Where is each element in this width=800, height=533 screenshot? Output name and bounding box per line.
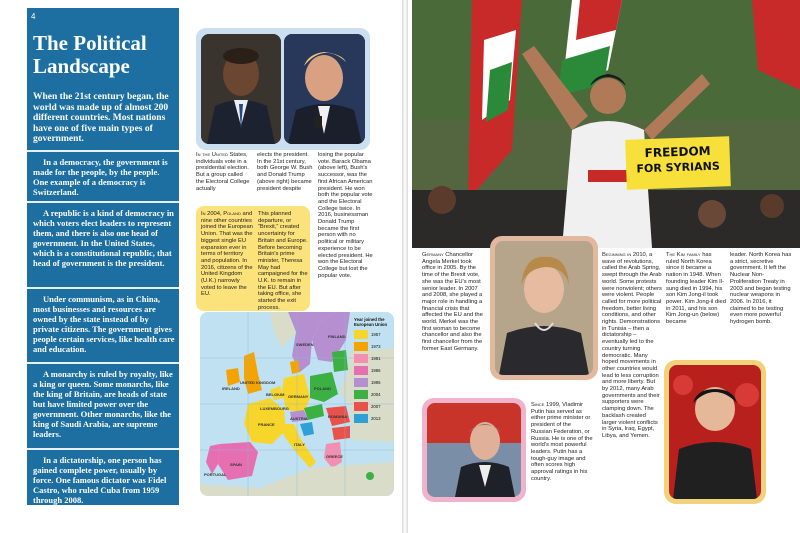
divider	[27, 362, 179, 364]
legend-item: 1995	[354, 378, 394, 387]
merkel-photo	[495, 241, 593, 375]
caption-korea-col1: The Kim family has ruled North Korea since it became a nation in 1948. When founding leader Kim Il-sung died in 1994, his son Kim Jong-il took power. Kim Jong-il died in 2011, and his son Kim Jong-un (below) became	[666, 252, 726, 326]
caption-arab-spring: Beginning in 2010, a wave of revolutions, called the Arab Spring, swept through the Arab world. Some protests were nonviolent; others were violent. People called for more political freedom, better living conditions, and other rights. Demonstrations in Tunisia – then a dictatorship – eventually led to the country turning democratic. Many hoped movements in other countries would lead to less corruption and more liberty. But by 2012, many Arab governments and their supporters were clamping down. The backlash created larger violent conflicts in Syria, Iraq, Egypt, Libya, and Yemen.	[602, 252, 662, 439]
caption-eu-col2: This planned departure, or “Brexit,” created uncertainty for Britain and Europe. Before becoming Britain's prime minister, Theresa May had campaigned for the U.K. to remain in the EU. But after taking office, she started the exit process.	[258, 211, 308, 311]
legend-item: 1973	[354, 342, 394, 351]
map-label-germany: GERMANY	[288, 394, 309, 399]
caption-russia: Since 1999, Vladimir Putin has served as either prime minister or president of the Russian Federation, or Russia. He is one of the world's most powerful leaders. Putin has a tough-guy image and often scores high approval ratings in his country.	[531, 402, 593, 482]
legend-item: 1957	[354, 330, 394, 339]
map-label-uk: UNITED KINGDOM	[240, 380, 276, 385]
map-label-italy: ITALY	[294, 442, 305, 447]
freedom-sign: FREEDOM FOR SYRIANS	[625, 136, 731, 190]
divider	[27, 448, 179, 450]
caption-us-col2: elects the president. In the 21st century, both George W. Bush and Donald Trump (above right) became president despite	[257, 152, 313, 192]
section-republic: A republic is a kind of democracy in which voters elect leaders to represent them, and there is also one head of government. In the United States, which is a constitutional republic, that head of government is the president.	[33, 208, 174, 268]
sidebar	[27, 8, 179, 505]
caption-us-col3: losing the popular vote. Barack Obama (above left), Bush's successor, was the first African American president. He won both the popular vote and the Electoral College twice. In 2016, businessman Donald Trump became the first person with no political or military experience to be elected president. He won the Electoral College but lost the popular vote.	[318, 152, 373, 279]
map-legend	[354, 317, 394, 423]
map-label-belgium: BELGIUM	[266, 392, 285, 397]
caption-germany: Germany Chancellor Angela Merkel took office in 2005. By the time of the Brexit vote, she was the EU's most senior leader. In 2007 and 2008, she played a major role in handling a financial crisis that affected the EU and the world. Merkel was the first woman to become chancellor and also the first chancellor from the former East Germany.	[422, 252, 483, 352]
obama-photo	[201, 34, 281, 144]
section-dictatorship: In a dictatorship, one person has gained complete power, usually by force. One famous dictator was Fidel Castro, who ruled Cuba from 1959 through 2008.	[33, 455, 167, 505]
kim-photo	[669, 365, 761, 499]
legend-item: 1981	[354, 354, 394, 363]
section-monarchy: A monarchy is ruled by royalty, like a king or queen. Some monarchs, like the king of Britain, are heads of state but have limited power over the government. Other monarchs, like the king of Saudi Arabia, are supreme leaders.	[33, 369, 173, 439]
map-label-sweden: SWEDEN	[296, 342, 314, 347]
divider	[27, 150, 179, 152]
presidents-photo-frame	[196, 28, 370, 150]
legend-item: 2004	[354, 390, 394, 399]
protest-photo	[412, 0, 800, 248]
putin-photo-frame	[422, 398, 526, 502]
intro-text: When the 21st century began, the world was made up of almost 200 different countries. Most nations have one of five main types of government.	[33, 92, 169, 144]
map-label-portugal: PORTUGAL	[204, 472, 227, 477]
legend-item: 2007	[354, 402, 394, 411]
map-label-poland: POLAND	[314, 386, 331, 391]
eu-map	[200, 312, 394, 496]
map-label-romania: ROMANIA	[328, 414, 348, 419]
map-label-france: FRANCE	[258, 422, 275, 427]
caption-us-col1: In the United States, individuals vote in a presidential election. But a group called the Electoral College actually	[196, 152, 250, 192]
trump-photo	[284, 34, 365, 144]
caption-eu-col1: In 2004, Poland and nine other countries joined the European Union. That was the biggest single EU expansion ever in terms of territory and population. In 2016, citizens of the United Kingdom (U.K.) narrowly voted to leave the EU.	[201, 211, 253, 298]
section-communism: Under communism, as in China, most businesses and resources are owned by the state instead of by private citizens. The government gives people certain services, like health care and education.	[33, 294, 175, 354]
page-number: 4	[31, 12, 36, 21]
merkel-photo-frame	[490, 236, 598, 380]
map-label-spain: SPAIN	[230, 462, 242, 467]
putin-photo	[427, 403, 521, 497]
legend-item: 2013	[354, 414, 394, 423]
map-label-luxembourg: LUXEMBOURG	[260, 406, 289, 411]
legend-title: Year joined the European Union	[354, 317, 388, 327]
section-democracy: In a democracy, the government is made for the people, by the people. One example of a democracy is Switzerland.	[33, 157, 168, 197]
page-spine	[402, 0, 408, 533]
map-label-greece: GREECE	[326, 454, 343, 459]
caption-korea-col2: leader. North Korea has a strict, secretive government. It left the Nuclear Non-Proliferation Treaty in 2003 and began testing nuclear weapons in 2006. In 2016, it claimed to be testing even more powerful hydrogen bomb.	[730, 252, 792, 326]
divider	[27, 287, 179, 289]
kim-photo-frame	[664, 360, 766, 504]
map-label-finland: FINLAND	[328, 334, 346, 339]
legend-item: 1986	[354, 366, 394, 375]
map-label-austria: AUSTRIA	[290, 416, 308, 421]
map-label-ireland: IRELAND	[222, 386, 240, 391]
page-title: The Political Landscape	[33, 31, 147, 78]
divider	[27, 201, 179, 203]
